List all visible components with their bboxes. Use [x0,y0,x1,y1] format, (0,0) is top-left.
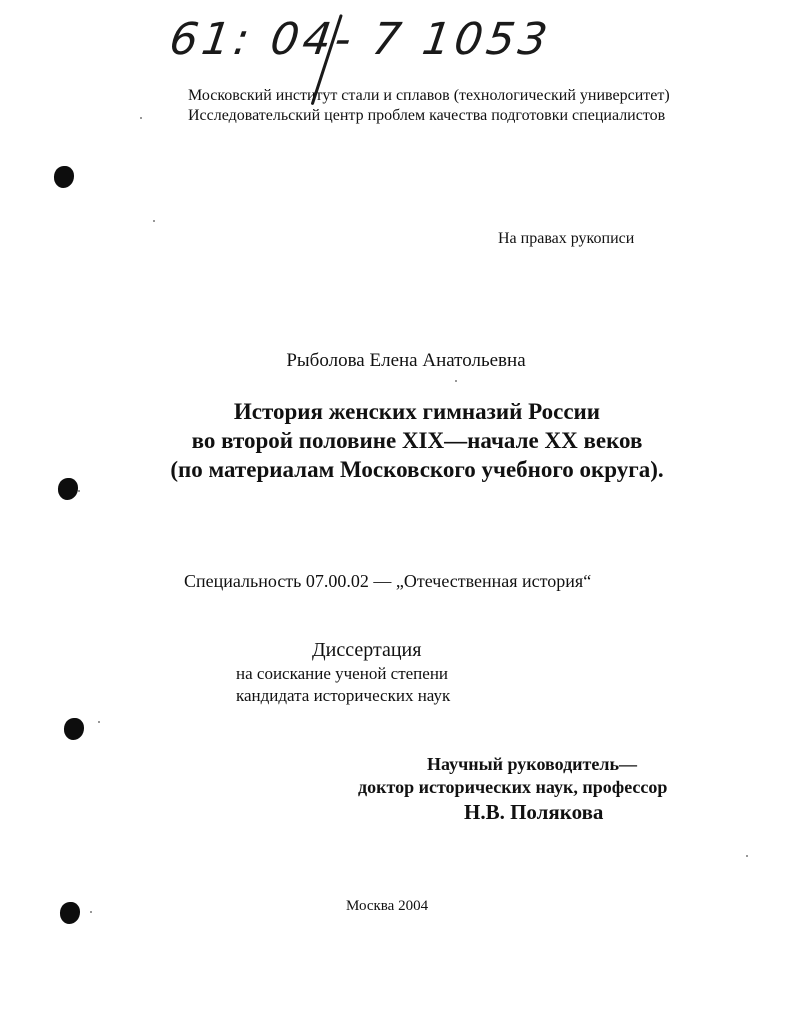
dissertation-heading: Диссертация [312,639,422,661]
dissertation-degree-line-2: кандидата исторических наук [236,686,451,705]
punch-hole-icon [64,718,84,740]
advisor-name: Н.В. Полякова [464,800,604,824]
title-line-3: (по материалам Московского учебного округа). [170,457,664,482]
title-line-1: История женских гимназий России [233,399,601,424]
scan-speck [746,855,748,857]
research-center-name: Исследовательский центр проблем качества подготовки специалистов [188,107,666,124]
scan-speck [153,220,155,222]
punch-hole-icon [54,166,74,188]
handwritten-accession-number: 61: 04- 7 1053 [166,14,555,65]
dissertation-title [0,397,792,484]
scan-speck [140,117,142,119]
institute-name: Московский институт стали и сплавов (технологический университет) [188,87,670,104]
punch-hole-icon [58,478,78,500]
dissertation-degree-line-1: на соискание ученой степени [236,664,449,683]
advisor-role: Научный руководитель— [427,754,637,774]
manuscript-rights-note: На правах рукописи [498,230,635,247]
scan-speck [455,380,457,382]
specialty-line: Специальность 07.00.02 — „Отечественная история“ [184,571,592,591]
scan-speck [90,911,92,913]
title-line-2: во второй половине XIX—начале XX веков [191,428,643,453]
city-and-year: Москва 2004 [346,898,429,914]
scan-speck [98,721,100,723]
advisor-degree: доктор исторических наук, профессор [358,777,668,797]
punch-hole-icon [60,902,80,924]
author-name: Рыболова Елена Анатольевна [286,350,526,371]
scan-speck [78,490,80,492]
